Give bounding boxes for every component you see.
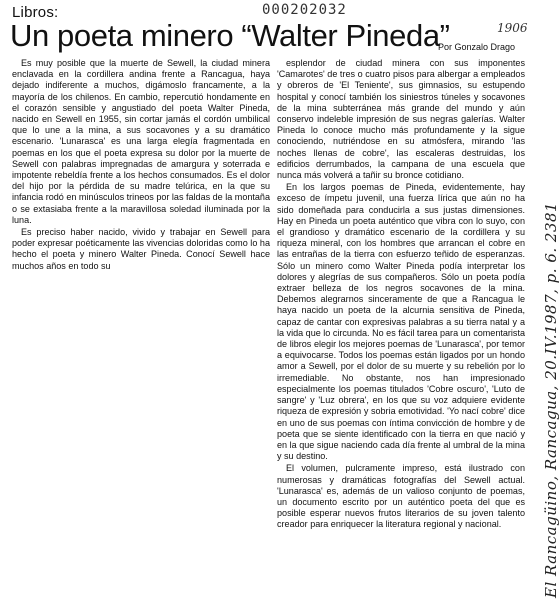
paragraph: En los largos poemas de Pineda, evidentemente, hay exceso de ímpetu juvenil, una fuerza lírica que aún no ha sido domeñada para conducirla a sus justas dimensiones. Hay en Pineda un poeta auténtico que vibra con lo suyo, con el grandioso y dramático escenario de la cordillera y su riqueza mineral, con los hombres que arrancan el cobre en las entrañas de la tierra con esfuerzo teñido de esperanzas. Sólo un minero como Walter Pineda podía interpretar los dolores y alegrías de sus compañeros. Sólo un poeta podía extraer belleza de los negros socavones de la mina. Debemos alegrarnos sinceramente de que a Rancagua le haya nacido un poeta de la alcurnia sensitiva de Pineda, capaz de cantar con expresivas palabras a su tierra natal y a la vida que lo circunda. No es fácil tarea para un comentarista de libros elegir los mejores poemas de 'Lunarasca', por temor a equivocarse. Todos los poemas están ligados por un hondo amor a Sewell, por el dolor de su muerte y su rebelión por lo irremediable. No obstante, nos han impresionado especialmente los poemas titulados 'Cobre oscuro', 'Luto de sangre' y 'Luz obrera', en los que su voz adquiere evidente riqueza de expresión y sobria emotividad. 'Yo nací cobre' dice en uno de sus poemas con íntima convicción de hombre y de poeta que se siente identificado con la tierra en que nació y en la que sigue naciendo cada día frente al umbral de la mina y su destino. [277, 182, 525, 462]
archive-stamp-number: 000202032 [262, 2, 347, 18]
handwritten-year-note: 1906 [497, 21, 528, 35]
handwritten-source-note: El Rancagüino, Rancagua, 20.IV.1987, p. 6. 2381 [542, 201, 560, 598]
paragraph: Es muy posible que la muerte de Sewell, la ciudad minera enclavada en la cordillera andina frente a Rancagua, haya dejado indiferente a muchos, digámoslo francamente, a la mayoría de los chilenos. En cambio, repercutió hondamente en el corazón sensible y angustiado del poeta Walter Pineda, nacido en Sewell en 1955, sin cortar jamás el cordón umbilical que lo une a la mina, a sus socavones y a su dramático escenario. 'Lunarasca' es una larga elegía fragmentada en poemas en los que el poeta expresa su dolor por la muerte de Sewell con palabras impregnadas de amargura y soterrada e impotente rebeldía frente a los hechos consumados. Es el dolor del hijo por la pérdida de su madre telúrica, en la que su infancia rodó en minúsculos trineos por las faldas de la montaña o se extasiaba frente a la maravillosa soledad iluminada por la luna. [12, 58, 270, 225]
paragraph: esplendor de ciudad minera con sus imponentes 'Camarotes' de tres o cuatro pisos para albergar a empleados y obreros de 'El Teniente', sus gimnasios, su estupendo hospital y conocí también los siniestros túneles y socavones de la mina subterránea más grande del mundo y aún conservo indeleble impresión de sus negras galerías. Walter Pineda lo conoce mucho más profundamente y la sigue conociendo, nutriéndose en su atmósfera, mirando 'las noches llenas de cobre', las escaleras destruidas, los edificios derrumbados, la campana de una escuela que nunca más volverá a tañir su bronce cotidiano. [277, 58, 525, 181]
article-left-column [12, 58, 270, 273]
section-label: Libros: [12, 4, 59, 21]
article-right-column [277, 58, 525, 532]
article-headline: Un poeta minero “Walter Pineda” [10, 18, 450, 53]
article-byline: Por Gonzalo Drago [438, 42, 516, 52]
paragraph: Es preciso haber nacido, vivido y trabajar en Sewell para poder expresar poéticamente las vivencias doloridas como lo ha hecho el poeta y minero Walter Pineda. Conocí Sewell hace muchos años en todo su [12, 227, 270, 271]
paragraph: El volumen, pulcramente impreso, está ilustrado con numerosas y dramáticas fotografías del Sewell actual. 'Lunarasca' es, además de un valioso conjunto de poemas, un documento escrito por un auténtico poeta del que es posible esperar nuevos frutos literarios de su joven talento creador para enriquecer la literatura regional y nacional. [277, 463, 525, 530]
